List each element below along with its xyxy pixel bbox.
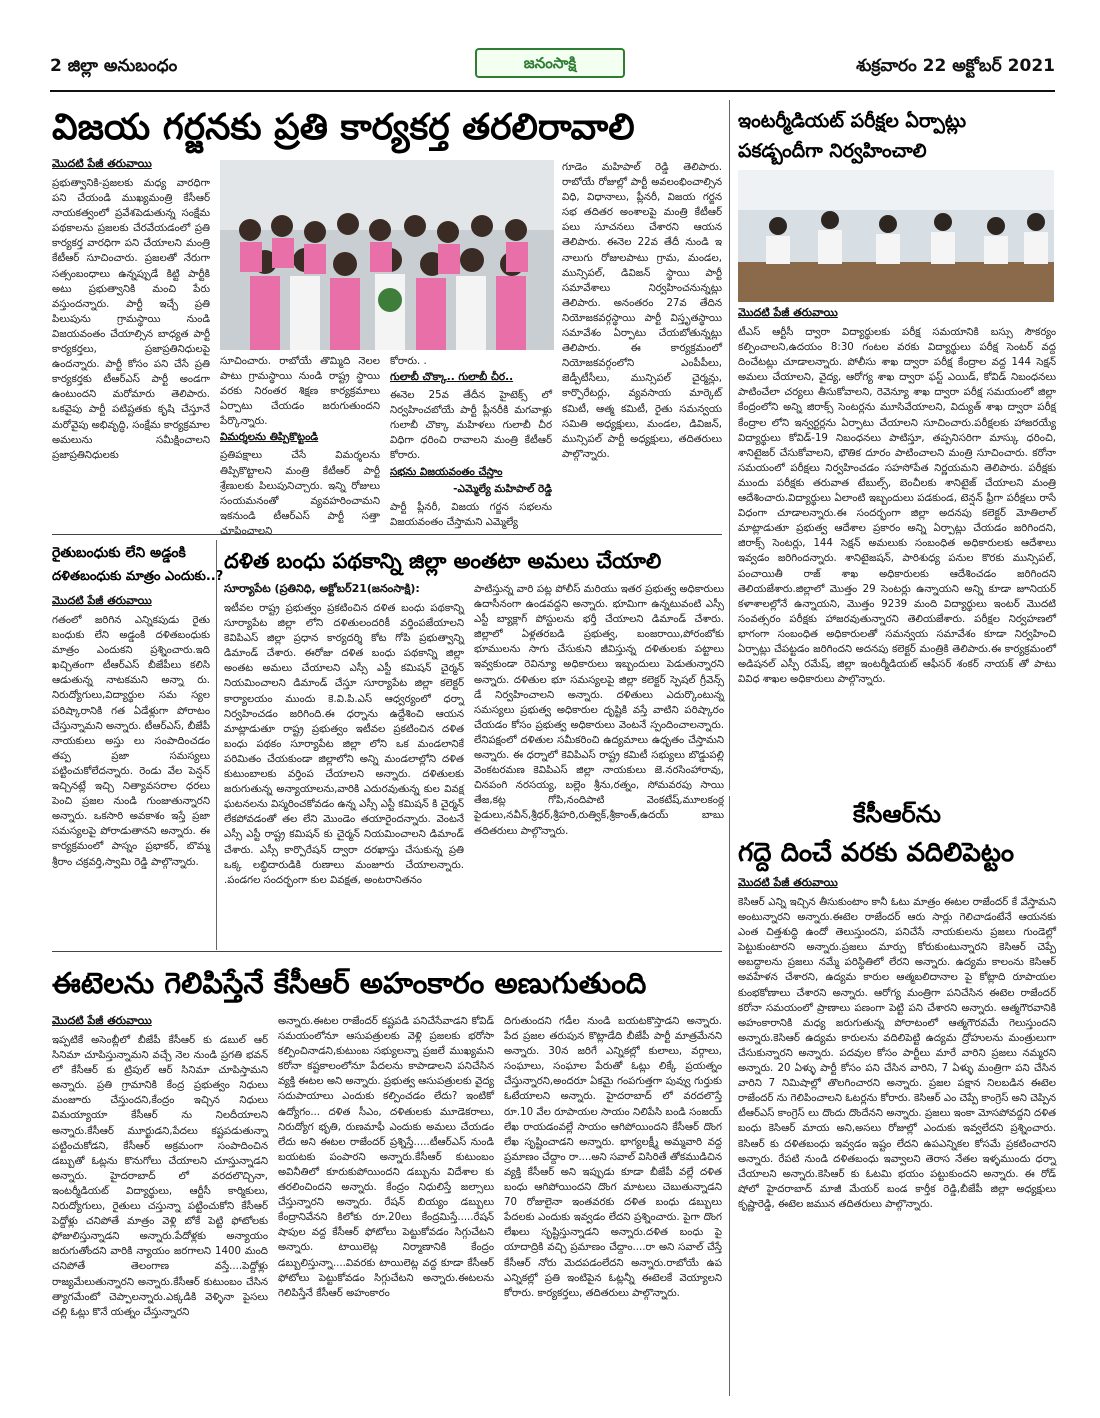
column-divider-right — [729, 100, 730, 790]
story3-headline-line1: రైతుబంధుకు లేని అడ్డంకి — [52, 545, 186, 561]
column-divider-right-lower — [729, 796, 730, 1396]
story5-headline-line2: గద్దె దించే వరకు వదిలిపెట్టం — [738, 838, 1015, 868]
story4-col1 — [224, 582, 464, 946]
story4-col2 — [474, 582, 724, 946]
story1-headline: విజయ గర్జనకు ప్రతి కార్యకర్త తరలిరావాలి — [52, 107, 635, 148]
story3-text: గతంలో జరిగిన ఎన్నికపుడు రైతు బంధుకు లేని అడ్డంకి దళితబంధుకు మాత్రం ఎందుకని ప్రశ్నించారు.ఇది ఖచ్చితంగా టీఆర్ఎస్ బీజేపీలు కలిసి ఆడుతున్న నాటకమని అన్నా రు. నిరుద్యోగులు,విద్యార్థుల సమ స్యల పరిష్కారానికి గత ఏడేళ్లుగా పోరాటం చేస్తున్నామని అన్నారు. టీఆర్ఎస్, బీజేపీ నాయకులు అస్తు లు సంపాదించడం తప్ప ప్రజా సమస్యలు పట్టించుకోలేదన్నారు. రెండు వేల పెన్షన్ ఇచ్చినట్లే ఇచ్చి నిత్యావసరాల ధరలు పెంచి ప్రజల నుండి గుంజుతున్నారని అన్నారు. ఒకసారి అవకాశం ఇస్తే ప్రజా సమస్యలపై పోరాడుతానని అన్నారు. ఈ కార్యక్రమంలో పాస్నం ప్రభాకర్, బొమ్మ శ్రీరాం చక్రవర్తి,స్వామి రెడ్డి పాల్గొన్నారు. — [52, 615, 210, 868]
issue-date: శుక్రవారం 22 అక్టోబర్ 2021 — [856, 56, 1055, 76]
section-rule-mid — [52, 534, 722, 535]
story6-headline: ఈటెలను గెలిపిస్తేనే కేసీఆర్ అహంకారం అణుగుతుంది — [52, 966, 647, 1000]
story2-photo — [738, 170, 1054, 302]
story6-col1-text: ఇప్పటికే అసెంబ్లీలో బీజేపీ కేసీఆర్ కు డబుల్ ఆర్ సినిమా చూపిస్తున్నామని వచ్చే నెల నుండి ప్రగతి భవన్ లో కేసీఆర్ కు ట్రిపుల్ ఆర్ సినిమా చూపిస్తామని అన్నారు. ప్రతి గ్రామానికి కేంద్ర ప్రభుత్వం నిధులు మంజూరు చేస్తుందని,కేంద్రం ఇచ్చిన నిధులు విమయ్యాయా కేసీఆర్ ను నిలదీయాలని అన్నారు.కేసీఆర్ మూర్ఖుడని,పేదలు కష్టపడుతున్నా పట్టించుకోడని, కేసీఆర్ అక్రమంగా సంపాదించిన డబ్బుతో ఓట్లను కొనుగోలు చేయాలని చూస్తున్నాడని అన్నారు. హైదరాబాద్ లో వరదలొచ్చినా, ఇంటర్మీడియట్ విద్యార్థులు, ఆర్టీసీ కార్మికులు, నిరుద్యోగులు, రైతులు చస్తున్నా పట్టించుకోని కేసీఆర్ పెద్దోళ్లు చనిపోతే మాత్రం వెళ్లి బోకే పెట్టి ఫోటోలకు ఫోజులిస్తున్నాడని అన్నారు.పేదోళ్లకు అన్యాయం జరుగుతోందని వారికి న్యాయం జరగాలని 1400 మంది చనిపోతే తెలంగాణ వస్తే....పెద్దోళ్లు రాజ్యమేలుతున్నారని అన్నారు.కేసీఆర్ కుటుంబం చేసిన త్యాగమేంటో చెప్పాలన్నారు.ఎక్కడికి వెళ్ళినా పైసలు చల్లి ఓట్లు కొనే యత్నం చేస్తున్నారని — [52, 1035, 268, 1318]
story4-headline: దళిత బంధు పథకాన్ని జిల్లా అంతటా అమలు చేయాలి — [224, 549, 662, 573]
page-header — [50, 48, 1055, 88]
story1-col2 — [220, 354, 380, 537]
story1-col4-text: గూడెం మహిపాల్ రెడ్డి తెలిపారు. రాబోయే రోజుల్లో పార్టీ అవలంభించాల్సిన విధి, విధానాలు, ప్లీనరీ, విజయ గర్జన సభ తదితర అంశాలపై మంత్రి కేటీఆర్ పలు సూచనలు చేశారని ఆయన తెలిపారు. ఈనెల 22వ తేదీ నుండి ఇ నాలుగు రోజులపాటు గ్రామ, మండల, మున్సిపల్, డివిజన్ స్థాయి పార్టీ సమావేశాలు నిర్వహించనున్నట్లు తెలిపారు. అనంతరం 27వ తేదిన నియోజకవర్గస్థాయి పార్టీ విస్తృతస్థాయి సమావేశం ఏర్పాటు చేయబోతున్నట్లు తెలిపారు. ఈ కార్యక్రమంలో నియోజకవర్గంలోని ఎంపీపీలు, జెడ్పీటీసీలు, మున్సిపల్ చైర్మన్లు, కార్పొరేటర్లు, వ్యవసాయ మార్కెట్ కమిటీ, ఆత్మ కమిటీ, రైతు సమన్వయ సమితి అధ్యక్షులు, మండల, డివిజన్, మున్సిపల్ పార్టీ అధ్యక్షులు, తదితరులు పాల్గొన్నారు. — [562, 162, 722, 460]
story5-body — [738, 876, 1056, 1391]
story1-col1-text: ప్రభుత్వానికి-ప్రజలకు మధ్య వారధిగా పని చేయండి ముఖ్యమంత్రి కేసీఆర్ నాయకత్వంలో ప్రవేశపెడుతున్న సంక్షేమ పథకాలను ప్రజలకు చేరవేయడంలో ప్రతి కార్యకర్త వారధిగా పని చేయాలని మంత్రి కేటీఆర్ సూచించారు. ప్రజలతో నేరుగా సత్సంబంధాలు ఉన్నప్పుడే కిట్టి పార్టీకి అటు ప్రభుత్వానికి మంచి పేరు వస్తుందన్నారు. పార్టీ ఇచ్చే ప్రతి పిలుపును గ్రామస్థాయి నుండి విజయవంతం చేయాల్సిన బాధ్యత పార్టీ కార్యకర్తలు, ప్రజాప్రతినిధులపై ఉందన్నారు. పార్టీ కోసం పని చేసే ప్రతి కార్యకర్తకు టీఆర్ఎస్ పార్టీ అండగా ఉంటుందని మరోమారు తెలిపారు. ఒకవైపు పార్టీ పటిష్టతకు కృషి చేస్తూనే మరోవైపు అభివృద్ధి, సంక్షేమ కార్యక్రమాల అమలును సమీక్షించాలని ప్రజాప్రతినిధులకు — [52, 178, 210, 461]
story1-kicker: మొదటి పేజీ తరువాయి — [52, 157, 152, 170]
group-photo-illustration — [220, 160, 554, 350]
story1-col3b-text: ఈనెల 25వ తేదీన హైటెక్స్ లో నిర్వహించబోయే పార్టీ ప్లీనరీకి మగవాళ్లు గులాబీ చొక్కా మహిళలు గులాబీ చీర విధిగా ధరించి రావాలని మంత్రి కేటీఆర్ కోరారు. — [390, 390, 552, 462]
header-rule — [50, 90, 1055, 92]
story5-headline-line1: కేసీఆర్‌ను — [853, 800, 941, 828]
story1-col3c-text: పార్టీ ప్లీనరీ, విజయ గర్జన సభలను విజయవంతం చేస్తామని ఎమ్మెల్యే — [390, 501, 552, 528]
story6-col1 — [52, 1014, 268, 1392]
story6-col2-text: అన్నారు.ఈటల రాజేందర్ కష్టపడి పనిచేసేవాడని కోవిడ్ సమయంలోనూ ఆసుపత్రులకు వెళ్లి ప్రజలకు భరోసా కల్పించినాడని,కుటుంబ సభ్యులన్నా ప్రజలే ముఖ్యమని కరోనా కష్టకాలంలోనూ పేదలను కాపాడాలని పనిచేసిన వ్యక్తి ఈటల అని అన్నారు. ప్రభుత్వ ఆసుపత్రులకు వైద్య సదుపాయాలు ఎందుకు కల్పించడం లేదు? ఇంటికో ఉద్యోగం... దళిత సీఎం, దళితులకు మూడెకరాలు, నిరుద్యోగ భృతి, రుణమాఫీ ఎందుకు అమలు చేయడం లేదు అని ఈటల రాజేందర్ ప్రశ్నిస్తే.....టీఆర్ఎస్ నుండి బయటకు పంపారని అన్నారు.కేసీఆర్ కుటుంబం అవినీతిలో కూరుకుపోయిందని డబ్బును విదేశాల కు తరలించిందని అన్నారు. కేంద్రం నిధులిస్తే జల్సాలు చేస్తున్నారని అన్నారు. రేషన్ బియ్యం డబ్బులు కేంద్రానివేనని కిలోకు రూ.20లు కేంద్రమిస్తే.....రేషన్ షాపుల వద్ద కేసీఆర్ ఫోటోలు పెట్టుకోవడం సిగ్గుచేటని అన్నారు. టాయిలెట్ల నిర్మాణానికి కేంద్రం డబ్బులిస్తున్నా....వివరకు టాయిలెట్ల వద్ద కూడా కేసీఆర్ ఫోటోలు పెట్టుకోవడం సిగ్గుచేటని అన్నారు.ఈటలను గెలిపిస్తేనే కేసీఆర్ అహంకారం — [278, 1016, 494, 1299]
story2-kicker: మొదటి పేజీ తరువాయి — [738, 306, 838, 319]
story3-headline-line2: దళితబంధుకు మాత్రం ఎందుకు..? — [52, 569, 224, 584]
story6-col3-text: దిగుతుందని గడీల నుండి బయటకొస్తాడని అన్నారు. పేద ప్రజల తరుపున కొట్లాడేది బీజేపీ పార్టీ మాత్రమేనని అన్నారు. 30న జరిగే ఎన్నికల్లో కులాలు, వర్గాలు, సంఘాలు, సంఘాల పేరుతో ఓట్లు లిక్కే ప్రయత్నం చేస్తున్నారని,అందరూ ఏకమై గంపగుత్తగా పువ్వు గుర్తుకు ఓటేయాలని అన్నారు. హైదరాబాద్ లో వరదలొస్తే రూ.10 వేల రూపాయల సాయం నిలిపేసి బండి సంజయ్ లేఖ రాయడంవల్లే సాయం ఆగిపోయిందని కేసీఆర్ దొంగ లేఖ సృష్టించాడని అన్నారు. భాగ్యలక్ష్మీ అమ్మవారి వద్ద ప్రమాణం చేద్దాం రా....అని సవాల్ విసిరితే తోకముడిచిన వ్యక్తి కేసీఆర్ అని ఇప్పుడు కూడా బీజేపీ వల్లే దళిత బంధు ఆగిపోయిందని దొంగ మాటలు చెబుతున్నాడని 70 రోజులైనా ఇంతవరకు దళిత బంధు డబ్బులు పేదలకు ఎందుకు ఇవ్వడం లేదని ప్రశ్నించారు. పైగా దొంగ లేఖలు సృష్టిస్తున్నాడని అన్నారు.దళిత బంధు పై యాదాద్రికి వచ్చి ప్రమాణం చేద్దాం....రా అని సవాల్ చేస్తే కేసీఆర్ నోరు మెదపడంలేదని అన్నారు.రాబోయే ఉప ఎన్నికల్లో ప్రతి ఇంటిపైన ఓట్లన్నీ ఈటెలకే వెయ్యాలని కోరారు. కార్యకర్తలు, తదితరులు పాల్గొన్నారు. — [504, 1016, 722, 1299]
story6-col2 — [278, 1014, 494, 1392]
story1-col3 — [390, 354, 552, 529]
story2-body — [738, 306, 1056, 790]
meeting-photo-illustration — [738, 170, 1054, 302]
story4-col2-text: పాటిస్తున్న వారి పట్ల పోలీస్ మరియు ఇతర ప్రభుత్వ అధికారులు ఉదాసీనంగా ఉండవద్దని అన్నారు. భూమిగా ఉన్నటువంటి ఎస్సీ ఎస్టీ బ్యాక్లాగ్ పోస్టులను భర్తీ చేయాలని డిమాండ్ చేశారు. జిల్లాలో ఏళ్లతరబడి ప్రభుత్వ, బంజరాయి,పోరంబోకు భూములను సాగు చేసుకుని జీవిస్తున్న దళితులకు పట్టాలు ఇవ్వకుండా రెవిన్యూ అధికారులు ఇబ్బందులు పెడుతున్నారని అన్నారు. దళితుల భూ సమస్యలపై జిల్లా కలెక్టర్ స్పెషల్ గ్రీవెన్స్ డే నిర్వహించాలని అన్నారు. దళితులు ఎదుర్కొంటున్న సమస్యలు ప్రభుత్వ అధికారుల దృష్టికి వస్తే వాటిని పరిష్కారం చేయడం కోసం ప్రభుత్వ అధికారులు వెంటనే స్పందించాలన్నారు. లేనిపక్షంలో దళితుల సమీకరించి ఉద్యమాలు ఉధృతం చేస్తామని అన్నారు. ఈ ధర్నాలో కెవిపిఎస్ రాష్ట్ర కమిటీ సభ్యులు బొడ్డుపల్లి వెంకటరమణ కెవిపిఎస్ జిల్లా నాయకులు జె.నరసింహారావు, చినపంగి నరసయ్య, బల్లెం శ్రీను,రత్నం, సోమవరపు సాయి తేజ,కట్ల గోపి,నందిపాటి వెంకటేష్,మూలకంఠ్ల పైడులు,నవీన్,శ్రీధర్,శ్రీహరి,రుత్విక్,శ్రీకాంత్,ఉదయ్ బాబు తదితరులు పాల్గొన్నారు. — [474, 584, 724, 837]
story2-headline-line2: పకడ్బందీగా నిర్వహించాలి — [738, 140, 927, 162]
story1-subhead-success: సభను విజయవంతం చేస్తాం — [390, 465, 503, 478]
story4-dateline: సూర్యాపేట (ప్రతినిధి, అక్టోబర్21(జనంసాక్షి): — [224, 582, 420, 595]
story1-subhead-pink: గులాబీ చొక్కా.. గులాబీ చీర.. — [390, 371, 514, 384]
story3-kicker: మొదటి పేజీ తరువాయి — [52, 594, 152, 607]
story1-col2-text: సూచించారు. రాబోయే తొమ్మిది నెలల పాటు గ్రామస్థాయి నుండి రాష్ట్ర స్థాయి వరకు నిరంతర శిక్షణ కార్యక్రమాలు ఏర్పాటు చేయడం జరుగుతుందని పేర్కొన్నారు. — [220, 356, 380, 428]
story1-signature: -ఎమ్మెల్యే మహిపాల్ రెడ్డి — [453, 482, 552, 495]
story1-col4 — [562, 160, 722, 529]
story2-text: టీఎస్ ఆర్టీసీ ద్వారా విద్యార్థులకు పరీక్ష సమయానికి బస్సు సౌకర్యం కల్పించాలని,ఉదయం 8:30 గంటల వరకు విద్యార్థులు పరీక్ష సెంటర్ వద్ద దించేటట్లు చూడాలన్నారు. పోలీసు శాఖ ద్వారా పరీక్ష కేంద్రాల వద్ద 144 సెక్షన్ అమలు చేయాలని, వైద్య, ఆరోగ్య శాఖ ద్వారా ఫస్ట్ ఎయిడ్, కోవిడ్ నిబంధనలు పాటించేలా చర్యలు తీసుకోవాలని, రెవెన్యూ శాఖ ద్వారా పరీక్ష సమయంలో జిల్లా కేంద్రంలోని అన్ని జిరాక్స్ సెంటర్లను మూసివేయాలని, విద్యుత్ శాఖ ద్వారా పరీక్ష కేంద్రాల లోని ఇన్వర్టర్లను ఏర్పాటు చేయాలని సూచించారు.పరీక్షలకు హాజరయ్యే విద్యార్థులు కోవిడ్-19 నిబంధనలు పాటిస్తూ, తప్పనిసరిగా మాస్కు ధరించి, శానిటైజర్ చేసుకోవాలని, భౌతిక దూరం పాటించాలని మంత్రి సూచించారు. కరోనా సమయంలో పరీక్షలు నిర్వహించడం సహసోపేత నిర్ణయమని తెలిపారు. పరీక్షకు ముందు పరీక్షకు తరువాత టేబుల్స్, బెంచీలకు శానిటైజ్ చేయాలని మంత్రి ఆదేశించారు.విద్యార్థులు ఏలాంటి ఇబ్బందులు పడకుండ, టెన్షన్ ఫ్రీగా పరీక్షలు రాసే విధంగా చూడాలన్నారు.ఈ సందర్భంగా జిల్లా అదనపు కలెక్టర్ మోతిలాల్ మాట్లాడుతూ ప్రభుత్వ ఆదేశాల ప్రకారం అన్ని ఏర్పాట్లు చేయడం జరిగిందని, జిరాక్స్ సెంటర్లు, 144 సెక్షన్ అమలుకు సంబంధిత అధికారులకు ఆదేశాలు ఇవ్వడం జరిగిందన్నారు. శానిటైజషన్, పారిశుధ్య పనుల కొరకు మున్సిపల్, పంచాయితీ రాజ్ శాఖ అధికారులకు ఆదేశించడం జరిగిందని తెలియజేశారు.జిల్లాలో మొత్తం 29 సెంటర్లు ఉన్నాయని అన్ని కూడా జూనియర్ కళాశాలల్లోనే ఉన్నాయని, మొత్తం 9239 మంది విద్యార్థులు ఇంటర్ మొదటి సంవత్సరం పరీక్షకు హాజరవుతున్నారని తెలియజేశారు. పరీక్షల నిర్వహణలో భాగంగా సంబంధిత అధికారులతో సమన్వయ సమావేశం కూడా నిర్వహించి ఏర్పాట్లు చేపట్టడం జరిగిందని అదనపు కలెక్టర్ మంత్రికి తెలిపారు.ఈ కార్యక్రమంలో అడిషనల్ ఎస్పీ రమేష్, జిల్లా ఇంటర్మీడియట్ ఆఫీసర్ శంకర్ నాయక్ తో పాటు వివిధ శాఖల అధికారులు పాల్గొన్నారు. — [738, 327, 1057, 686]
story5-kicker: మొదటి పేజీ తరువాయి — [738, 876, 838, 889]
story1-photo — [220, 160, 554, 350]
story1-col2b-text: ప్రతిపక్షాలు చేసే విమర్శలను తిప్పికొట్టాలని మంత్రి కేటీఆర్ పార్టీ శ్రేణులకు పిలుపునిచ్చారు. ఇన్ని రోజులు సంయమనంతో వ్యవహరించామని ఇకనుండి టీఆర్ఎస్ పార్టీ సత్తా చూపించాలని — [220, 450, 380, 537]
story6-kicker: మొదటి పేజీ తరువాయి — [52, 1014, 152, 1027]
story4-col1-text: ఇటీవల రాష్ట్ర ప్రభుత్వం ప్రకటించిన దళిత బంధు పథకాన్ని సూర్యాపేట జిల్లా లోని దళితులందరికీ వర్తింపజేయాలని కెవిపిఎస్ జిల్లా ప్రధాన కార్యదర్శి కోట గోపి ప్రభుత్వాన్ని డిమాండ్ చేశారు. ఈరోజు దళిత బంధు పథకాన్ని జిల్లా అంతట అమలు చేయాలని ఎస్సీ ఎస్టీ కమిషన్ చైర్మన్ నియమించాలని డిమాండ్ చేస్తూ సూర్యాపేట జిల్లా కలెక్టర్ కార్యాలయం ముందు కె.వి.పి.ఎస్ ఆధ్వర్యంలో ధర్నా నిర్వహించడం జరిగింది.ఈ ధర్నాను ఉద్దేశించి ఆయన మాట్లాడుతూ రాష్ట్ర ప్రభుత్వం ఇటీవల ప్రకటించిన దళిత బంధు పథకం సూర్యాపేట జిల్లా లోని ఒక మండలానికే పరిమితం చేయకుండా జిల్లాలోని అన్ని మండలాల్లోని దళిత కుటుంబాలకు వర్తింప చేయాలని అన్నారు. దళితులకు జరుగుతున్న అన్యాయాలను,వారికి ఎదురవుతున్న కుల వివక్ష ఘటనలను విస్మరించకోవడం ఉన్న ఎస్సీ ఎస్టీ కమిషన్ కి చైర్మన్ లేకపోవడంతో తల లేని మొండెం తయారైందన్నారు. వెంటనే ఎస్సీ ఎస్టీ రాష్ట్ర కమిషన్ కు చైర్మన్ నియమించాలని డిమాండ్ చేశారు. ఎస్సీ కార్పొరేషన్ ద్వారా దరఖాస్తు చేసుకున్న ప్రతి ఒక్క లబ్ధిదారుడికి రుణాలు మంజూరు చేయాలన్నారు. .పండగల సందర్భంగా కుల వివక్షత, అంటరానితనం — [224, 603, 464, 886]
masthead-logo: జనంసాక్షి — [475, 48, 625, 78]
story1-col1 — [52, 157, 210, 529]
column-divider-left — [216, 540, 217, 950]
story5-text: కెసిఆర్ ఎన్ని ఇచ్చిన తీసుకుంటాం కానీ ఓటు మాత్రం ఈటల రాజేందర్ కే వేస్తామని అంటున్నారని అన్నారు.ఈటెల రాజేందర్ ఆరు సార్లు గెలిచాడంటేనే ఆయనకు ఎంత చిత్తశుద్ధి ఉందో తెలుస్తుందని, పనిచేసే నాయకులను ప్రజలు గుండెల్లో పెట్టుకుంటారని అన్నారు.ప్రజలు మార్పు కోరుకుంటున్నారని కెసిఆర్ చెప్పే అబద్ధాలను ప్రజలు నమ్మే పరిస్థితిలో లేరని అన్నారు. ఉద్యమ కాలంను కెసిఆర్ అవహేళన చేశారని, ఉద్యమ కారుల ఆత్మబలిదానాల పై కోట్లాది రూపాయల కుంభకోణాలు చేశారని అన్నారు. ఆరోగ్య మంత్రిగా పనిచేసిన ఈటెల రాజేందర్ కరోనా సమయంలో ప్రాణాలు పణంగా పెట్టి పని చేశారని అన్నారు. ఆత్మగౌరవానికి అహంకారానికి మధ్య జరుగుతున్న పోరాటంలో ఆత్మగౌరవమే గెలుస్తుందని అన్నారు.కెసిఆర్ ఉద్యమ కారులను వదిలిపెట్టి ఉద్యమ ద్రోహులను మంత్రులుగా చేసుకున్నారని అన్నారు. పదవుల కోసం పార్టీలు మారే వారిని ప్రజలు నమ్మరని అన్నారు. 20 ఏళ్ళు పార్టీ కోసం పని చేసిన వారిని, 7 ఏళ్ళు మంత్రిగా పని చేసిన వారిని 7 నిమిషాల్లో తొలగించారని అన్నారు. ప్రజల పక్షాన నిలబడిన ఈటెల రాజేందర్ ను గెలిపించాలని ఓటర్లను కోరారు. కెసిఆర్ ఎం చెప్పే కాంగ్రెస్ అని చెప్పిన టీఆర్ఎస్ కాంగ్రెస్ లు దొందు దొందేనని అన్నారు. ప్రజలు ఇంకా మోసపోవద్దని దళిత బంధు కెసిఆర్ మాయ అని,అసలు రోజుల్లో ఎందుకు ఇవ్వలేదని ప్రశ్నించారు. కెసిఆర్ కు దళితబంధు ఇవ్వడం ఇష్టం లేదని ఉపఎన్నికల కోసమే ప్రకటించారని అన్నారు. రేపటి నుండి దళితబంధు ఇవ్వాలని తెరాస నేతల ఇళ్ళముందు ధర్నా చేయాలని అన్నారు.కెసిఆర్ కు ఓటమి భయం పట్టుకుందని అన్నారు. ఈ రోడ్ షోలో హైదరాబాద్ మాజీ మేయర్ బండ కార్తీక రెడ్డి,బీజేపీ జిల్లా అధ్యక్షులు కృష్ణారెడ్డి, ఈటెల జమున తదితరులు పాల్గొన్నారు. — [738, 897, 1056, 1210]
story1-col3-text: కోరారు. . — [390, 356, 427, 367]
story1-subhead-criticism: విమర్శలను తిప్పికొట్టండి — [220, 431, 319, 444]
story3-body — [52, 594, 210, 946]
page-number-section: 2 జిల్లా అనుబంధం — [50, 56, 178, 76]
story6-col3 — [504, 1014, 722, 1392]
section-rule-bottom — [52, 951, 722, 952]
story2-headline-line1: ఇంటర్మీడియట్ పరీక్షల ఏర్పాట్లు — [738, 110, 967, 132]
